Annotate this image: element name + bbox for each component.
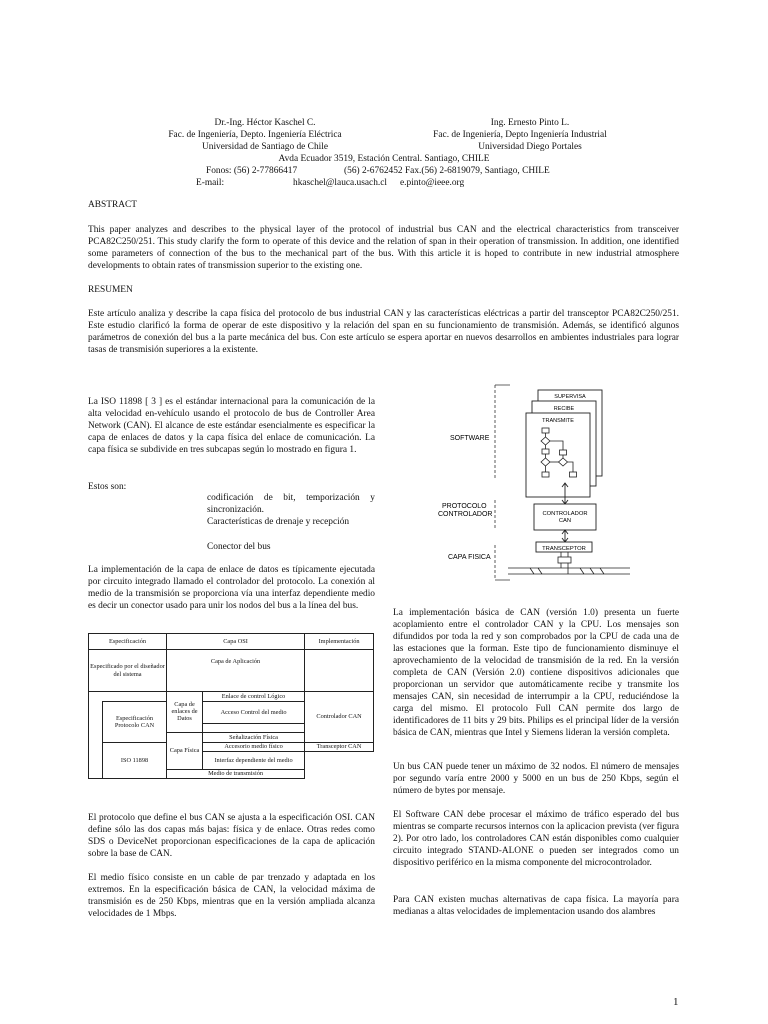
figure-box-transceptor: TRANSCEPTOR — [542, 546, 586, 552]
figure-label-controlador: CONTROLADOR — [438, 511, 493, 518]
figure-label-transmite: TRANSMITE — [542, 418, 574, 424]
table-cell-physical: Capa Física — [167, 732, 203, 769]
table-cell-data-link: Capa de enlaces de Datos — [167, 691, 203, 732]
table-cell-attachment: Accesorio medio físico — [203, 742, 305, 751]
table-cell-user-spec: Especificado por el diseñador del sistema — [89, 650, 167, 691]
table-header-spec: Especificación — [89, 634, 167, 650]
author-right-univ: Universidad Diego Portales — [478, 142, 582, 152]
left-paragraph-2: La implementación de la capa de enlace de datos es típicamente ejecutada por circuito integrado llamado el controlador del protocolo. La conexión al medio de la transmisión se proporciona vía una interfaz dependiente medio es decir un conector usado para unir los nodos del bus a la línea del bus. — [88, 565, 375, 611]
author-left-name: Dr.-Ing. Héctor Kaschel C. — [214, 118, 316, 128]
table-cell-llc: Enlace de control Lógico — [203, 691, 305, 701]
table-header-osi: Capa OSI — [167, 634, 305, 650]
right-paragraph-4: Para CAN existen muchas alternativas de capa física. La mayoría para medianas a altas velocidades de implementacion usando dos alambres — [393, 895, 679, 917]
resumen-heading: RESUMEN — [88, 285, 133, 295]
address: Avda Ecuador 3519, Estación Central. Santiago, CHILE — [278, 154, 490, 164]
right-paragraph-3: El Software CAN debe procesar el máximo de tráfico esperado del bus mientras se comparte recursos internos con la aplicacion prevista (ver figura 2). Por otro lado, los controladores CAN están disponibles como cualquier circuito integrado STAND-ALONE o pueden ser integrados como un dispositivo periférico en la misma componente del microcontrolador. — [393, 810, 679, 868]
right-paragraph-2: Un bus CAN puede tener un máximo de 32 nodos. El número de mensajes por segundo varía entre 2000 y 5000 en un bus de 250 Kbps, según el número de bytes por mensaje. — [393, 762, 679, 796]
table-cell-transceiver: Transceptor CAN — [305, 742, 374, 751]
table-cell-mdi: Interfaz dependiente del medio — [203, 752, 305, 769]
table-cell-medium: Medio de transmisión — [167, 769, 305, 778]
figure-label-protocolo: PROTOCOLO — [442, 503, 487, 510]
figure-label-capa-fisica: CAPA FISICA — [448, 554, 491, 561]
can-layers-figure — [430, 380, 640, 590]
figure-label-supervisa: SUPERVISA — [554, 394, 586, 400]
author-right-dept: Fac. de Ingeniería, Depto Ingeniería Industrial — [433, 130, 607, 140]
figure-label-software: SOFTWARE — [450, 435, 490, 442]
left-paragraph-3: El protocolo que define el bus CAN se ajusta a la especificación OSI. CAN define sólo las dos capas más bajas: física y de enlace. Otras redes como SDS o DeviceNet proporcionan especificaciones de la capa de aplicación sobre la base de CAN. — [88, 813, 375, 859]
estos-son: Estos son: — [88, 482, 127, 492]
table-cell-bit-signaling: Señalización Física — [203, 732, 305, 742]
table-cell-mac: Acceso Control del medio — [203, 701, 305, 724]
page-number: 1 — [673, 996, 679, 1008]
left-paragraph-1: La ISO 11898 [ 3 ] es el estándar internacional para la comunicación de la alta velocidad en-vehículo usando el protocolo de bus de Controller Area Network (CAN). El alcance de este estándar esencialmente es especificar la capa de enlaces de datos y la capa física del enlace de comunicación. La capa física se subdivide en tres subcapas según lo mostrado en figura 1. — [88, 397, 375, 455]
resumen-text: Este artículo analiza y describe la capa física del protocolo de bus industrial CAN y las características eléctricas a partir del transceptor PCA82C250/251. Este estudio clarificó la forma de operar de este dispositivo y la relación del span en su funcionamiento de transmisión. Además, se identificó algunos parámetros de conexión del bus a la parte mecánica del bus. Con este artículo se espera aportar en nuevos desarrollos en ambientes industriales para lograr tasas de transmisión superiores a la existente. — [88, 309, 679, 355]
list-item-3: Conector del bus — [207, 542, 271, 552]
table-header-impl: Implementación — [305, 634, 374, 650]
table-cell-iso: ISO 11898 — [103, 742, 167, 778]
author-left-univ: Universidad de Santiago de Chile — [201, 142, 328, 152]
author-right-name: Ing. Ernesto Pinto L. — [490, 118, 570, 128]
figure-label-recibe: RECIBE — [553, 406, 575, 412]
email-right: e.pinto@ieee.org — [400, 178, 465, 188]
figure-box-controlador: CONTROLADOR — [542, 511, 588, 517]
table-cell-can-controller: Controlador CAN — [305, 691, 374, 742]
email-label: E-mail: — [196, 178, 225, 188]
table-cell-protocol-spec: Especificación Protocolo CAN — [103, 701, 167, 742]
figure-box-can: CAN — [558, 518, 572, 524]
abstract-heading: ABSTRACT — [88, 200, 137, 210]
list-item-2: Características de drenaje y recepción — [207, 517, 350, 527]
table-cell-app-layer: Capa de Aplicación — [167, 650, 305, 691]
author-left-dept: Fac. de Ingeniería, Depto. Ingeniería Eléctrica — [168, 130, 342, 140]
phones-line: Fonos: (56) 2-77866417 (56) 2-6762452 Fax.(56) 2-6819079, Santiago, CHILE — [206, 166, 550, 176]
abstract-text: This paper analyzes and describes to the physical layer of the protocol of industrial bus CAN and the electrical characteristics from transceiver PCA82C250/251. This study clarify the form to operate of this device and the relation of span in their operation of transmission. In addition, one identified some parameters of connection of the bus to the mechanical part of the bus. With this article it is hoped to contribute in new industrial atmosphere developments to obtain rates of transmission superior to the existing one. — [88, 225, 679, 271]
email-left: hkaschel@lauca.usach.cl — [293, 178, 388, 188]
left-paragraph-4: El medio físico consiste en un cable de par trenzado y adaptada en los extremos. En la especificación básica de CAN, la velocidad máxima de transmisión es de 250 Kbps, mientras que en la versión ampliada alcanza velocidades de 1 Mbps. — [88, 873, 375, 919]
right-paragraph-1: La implementación básica de CAN (versión 1.0) presenta un fuerte acoplamiento entre el controlador CAN y la CPU. Los mensajes son difundidos por toda la red y son comprobados por la CPU de cada una de las estaciones que la forman. Este tipo de funcionamiento disminuye el aprovechamiento de la velocidad de transmisión de la red. En la versión completa de CAN (Versión 2.0) contiene dispositivos adicionales que proporcionan un servidor que automáticamente recibe y transmite los mensajes CAN, sin necesidad de interrumpir a la CPU, reduciéndose la carga del mismo. El protocolo Full CAN permite dos largo de identificadores de 11 bits y 29 bits. Philips es el principal líder de la versión básica de CAN, mientras que Intel y Siemens lideran la versión completa. — [393, 608, 679, 738]
osi-layer-table — [88, 633, 374, 779]
list-item-1: codificación de bit, temporización y sincronización. — [207, 493, 375, 515]
